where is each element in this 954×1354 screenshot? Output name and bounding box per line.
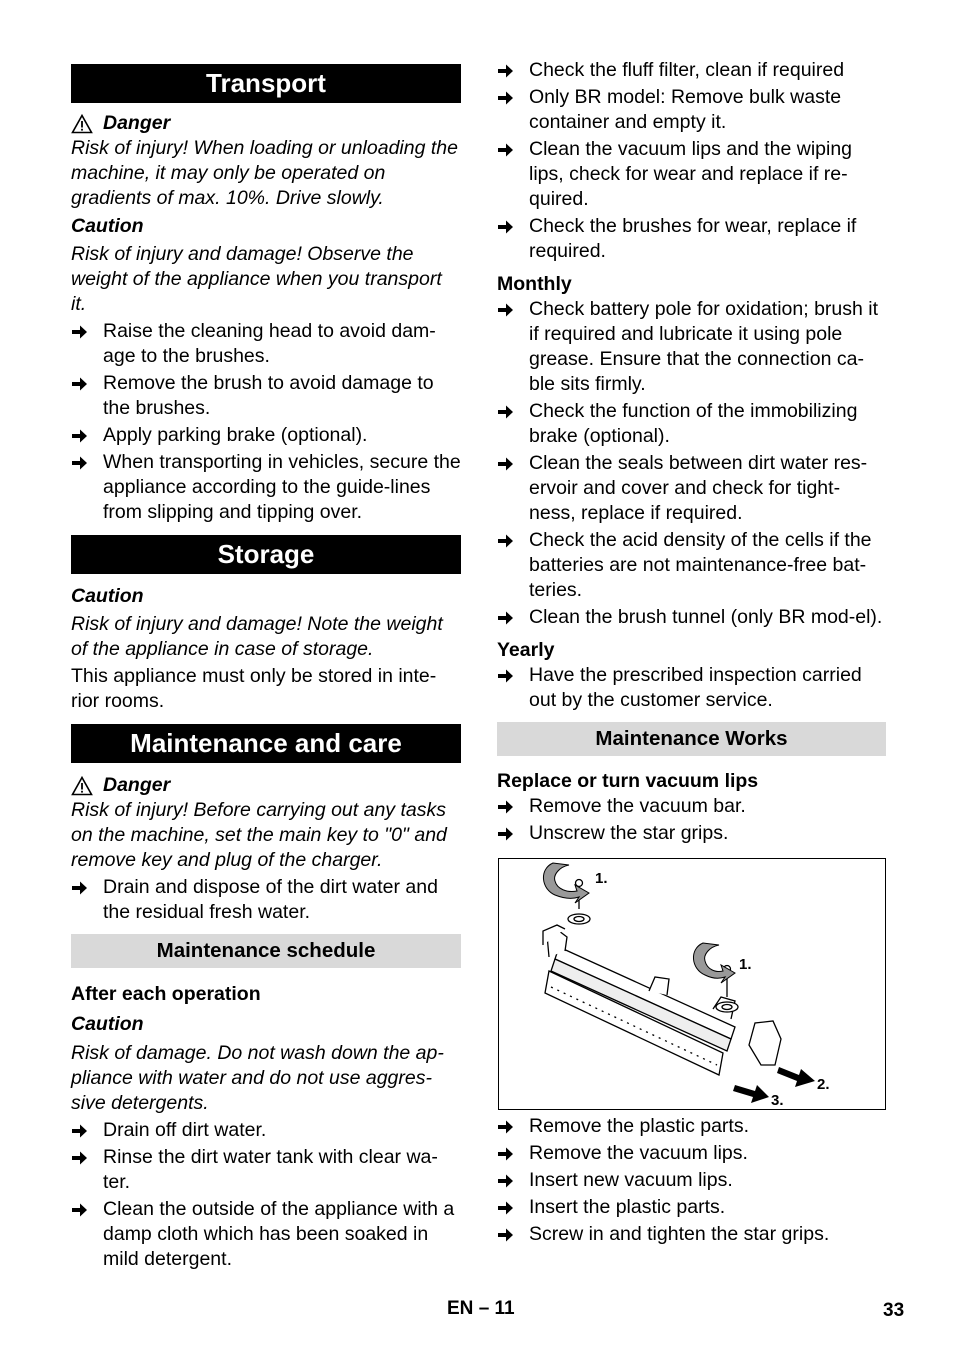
- list-item-text: Clean the outside of the appliance with a damp cloth which has been soaked in mild detergent.: [103, 1198, 455, 1270]
- list-item-text: Check the fluff filter, clean if required: [529, 59, 845, 81]
- list-item-text: Check battery pole for oxidation; brush it if required and lubricate it using pole grease. Ensure that the connection ca-ble sits firmly.: [529, 298, 879, 395]
- list-item-text: Clean the seals between dirt water res-ervoir and cover and check for tight-ness, replace if required.: [529, 452, 868, 524]
- list-item-text: Check the brushes for wear, replace if required.: [529, 215, 857, 262]
- list-item-text: Raise the cleaning head to avoid dam-age to the brushes.: [103, 320, 436, 367]
- arrow-right-icon: [497, 668, 514, 684]
- list-item: [71, 319, 461, 369]
- list-item-text: Clean the vacuum lips and the wiping lips, check for wear and replace if re-quired.: [529, 138, 853, 210]
- list-item: [497, 794, 886, 819]
- caution-text: Risk of injury and damage! Note the weight of the appliance in case of storage.: [71, 613, 443, 660]
- replace-lips-heading: Replace or turn vacuum lips: [497, 770, 759, 792]
- list-item: [71, 1118, 461, 1143]
- list-item: [71, 450, 461, 525]
- list-item-text: Drain and dispose of the dirt water and the residual fresh water.: [103, 876, 438, 923]
- arrow-right-icon: [71, 376, 88, 392]
- danger-label-text: Danger: [103, 774, 171, 796]
- maintenance-list: [71, 875, 461, 925]
- arrow-right-icon: [71, 455, 88, 471]
- list-item-text: Remove the vacuum bar.: [529, 795, 746, 817]
- arrow-right-icon: [497, 1119, 514, 1135]
- list-item-text: Remove the plastic parts.: [529, 1115, 750, 1137]
- footer-section: [447, 1296, 515, 1321]
- section-title-maintenance-works: Maintenance Works: [497, 722, 886, 756]
- list-item-text: Clean the brush tunnel (only BR mod-el).: [529, 606, 883, 628]
- warning-triangle-icon: [71, 776, 93, 796]
- arrow-right-icon: [497, 63, 514, 79]
- list-item: [497, 399, 886, 449]
- yearly-heading: Yearly: [497, 639, 555, 661]
- section-title-transport: Transport: [71, 64, 461, 103]
- list-item: [497, 821, 886, 846]
- list-item: [497, 1141, 886, 1166]
- arrow-right-icon: [497, 1146, 514, 1162]
- list-item: [497, 528, 886, 603]
- arrow-right-icon: [497, 610, 514, 626]
- list-item-text: Rinse the dirt water tank with clear wa-ter.: [103, 1146, 438, 1193]
- list-item-text: Only BR model: Remove bulk waste container and empty it.: [529, 86, 842, 133]
- list-item: [497, 451, 886, 526]
- arrow-right-icon: [497, 456, 514, 472]
- right-column: [497, 58, 886, 1249]
- list-item: [497, 1195, 886, 1220]
- list-item: [497, 85, 886, 135]
- section-title-storage: Storage: [71, 535, 461, 574]
- list-item-text: Insert new vacuum lips.: [529, 1169, 733, 1191]
- warning-triangle-icon: [71, 114, 93, 134]
- list-item: [71, 1197, 461, 1272]
- danger-text: Risk of injury! When loading or unloading the machine, it may only be operated on gradients of max. 10%. Drive slowly.: [71, 137, 458, 209]
- arrow-right-icon: [71, 1150, 88, 1166]
- after-operation-heading: After each operation: [71, 983, 261, 1005]
- vacuum-bar-illustration: [499, 859, 879, 1109]
- list-item-text: Have the prescribed inspection carried out by the customer service.: [529, 664, 862, 711]
- caution-text: Risk of damage. Do not wash down the ap-pliance with water and do not use aggres-sive detergents.: [71, 1042, 444, 1114]
- arrow-right-icon: [497, 1173, 514, 1189]
- danger-text: Risk of injury! Before carrying out any tasks on the machine, set the main key to "0" and remove key and plug of the charger.: [71, 799, 447, 871]
- list-item-text: Remove the brush to avoid damage to the brushes.: [103, 372, 434, 419]
- list-item: [71, 423, 461, 448]
- caution-label: Caution: [71, 215, 144, 237]
- list-item-text: Drain off dirt water.: [103, 1119, 267, 1141]
- monthly-heading: Monthly: [497, 273, 572, 295]
- figure-label-3: 3.: [771, 1092, 784, 1109]
- list-item-text: Insert the plastic parts.: [529, 1196, 726, 1218]
- list-item: [497, 214, 886, 264]
- figure-label-2: 2.: [817, 1076, 830, 1093]
- caution-text: Risk of injury and damage! Observe the weight of the appliance when you transport it.: [71, 243, 442, 315]
- arrow-right-icon: [71, 324, 88, 340]
- arrow-right-icon: [497, 302, 514, 318]
- list-item: [497, 605, 886, 630]
- arrow-right-icon: [497, 142, 514, 158]
- list-item-text: When transporting in vehicles, secure the appliance according to the guide-lines from slipping and tipping over.: [103, 451, 461, 523]
- list-item: [497, 1168, 886, 1193]
- figure-label-1a: 1.: [595, 870, 608, 887]
- danger-label: [71, 773, 461, 798]
- arrow-right-icon: [71, 1202, 88, 1218]
- arrow-right-icon: [497, 533, 514, 549]
- footer-lang: EN: [447, 1298, 474, 1319]
- figure-label-1b: 1.: [739, 956, 752, 973]
- list-item-text: Remove the vacuum lips.: [529, 1142, 748, 1164]
- arrow-right-icon: [777, 1067, 815, 1087]
- danger-label-text: Danger: [103, 112, 171, 134]
- schedule-list: [71, 1118, 461, 1272]
- list-item: [497, 663, 886, 713]
- after-figure-list: [497, 1114, 886, 1247]
- caution-label: Caution: [71, 585, 144, 607]
- storage-body: This appliance must only be stored in inte-rior rooms.: [71, 665, 437, 712]
- arrow-right-icon: [497, 90, 514, 106]
- list-item: [71, 875, 461, 925]
- list-item-text: Apply parking brake (optional).: [103, 424, 368, 446]
- list-item: [497, 297, 886, 397]
- yearly-list: [497, 663, 886, 713]
- list-item: [497, 58, 886, 83]
- section-title-maintenance: Maintenance and care: [71, 724, 461, 763]
- list-item-text: Check the acid density of the cells if the batteries are not maintenance-free bat-teries.: [529, 529, 872, 601]
- list-item: [497, 1114, 886, 1139]
- arrow-right-icon: [733, 1085, 769, 1103]
- left-column: [71, 58, 461, 1274]
- list-item: [71, 371, 461, 421]
- transport-list: [71, 319, 461, 525]
- footer-section-page: – 11: [478, 1298, 515, 1319]
- list-item-text: Unscrew the star grips.: [529, 822, 729, 844]
- caution-label: Caution: [71, 1013, 144, 1035]
- danger-label: [71, 111, 461, 136]
- arrow-right-icon: [71, 428, 88, 444]
- footer-page-number: 33: [883, 1300, 905, 1321]
- vacuum-bar: [543, 925, 781, 1075]
- list-item-text: Check the function of the immobilizing brake (optional).: [529, 400, 858, 447]
- arrow-right-icon: [497, 404, 514, 420]
- vacuum-bar-figure: [498, 858, 886, 1110]
- star-grip-left: [568, 880, 590, 925]
- after-operation-list: [497, 58, 886, 264]
- arrow-right-icon: [497, 219, 514, 235]
- monthly-list: [497, 297, 886, 630]
- list-item: [497, 1222, 886, 1247]
- list-item-text: Screw in and tighten the star grips.: [529, 1223, 830, 1245]
- list-item: [71, 1145, 461, 1195]
- replace-list: [497, 794, 886, 846]
- arrow-right-icon: [497, 1227, 514, 1243]
- section-title-schedule: Maintenance schedule: [71, 934, 461, 968]
- arrow-right-icon: [71, 1123, 88, 1139]
- arrow-right-icon: [497, 1200, 514, 1216]
- arrow-right-icon: [497, 826, 514, 842]
- arrow-right-icon: [71, 880, 88, 896]
- arrow-right-icon: [497, 799, 514, 815]
- rotate-arrow-icon: [693, 943, 735, 983]
- list-item: [497, 137, 886, 212]
